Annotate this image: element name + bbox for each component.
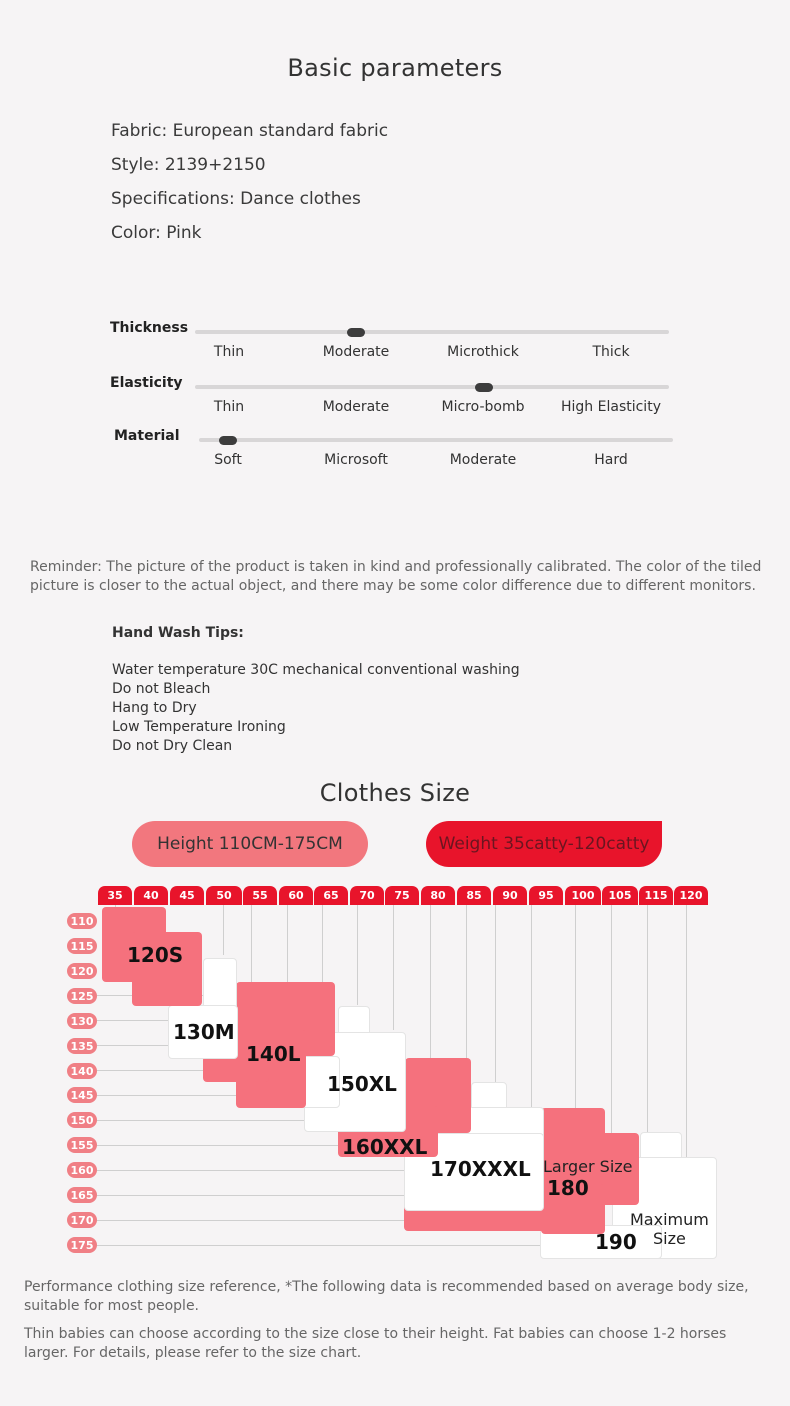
scale-option: Microsoft [324, 452, 388, 468]
weight-tag: 90 [493, 886, 527, 905]
grid-line [430, 905, 431, 1058]
scale-track [195, 385, 669, 389]
grid-line [322, 905, 323, 983]
grid-line [531, 905, 532, 1108]
basic-title: Basic parameters [287, 54, 503, 82]
weight-tag: 105 [602, 886, 638, 905]
weight-tag: 70 [350, 886, 384, 905]
grid-line [575, 905, 576, 1108]
weight-tag: 60 [279, 886, 313, 905]
weight-tag: 100 [565, 886, 601, 905]
size-title: Clothes Size [319, 779, 471, 807]
scale-option: Soft [214, 452, 242, 468]
wash-item: Water temperature 30C mechanical conventional washing [112, 662, 520, 678]
grid-line [97, 1120, 307, 1121]
scale-option: Microthick [447, 344, 519, 360]
grid-line [97, 1020, 169, 1021]
wash-item: Hang to Dry [112, 700, 197, 716]
height-tag: 170 [67, 1212, 97, 1228]
size-label-130m: 130M [173, 1020, 235, 1044]
grid-line [97, 1195, 407, 1196]
height-tag: 140 [67, 1063, 97, 1079]
height-tag: 125 [67, 988, 97, 1004]
grid-line [287, 905, 288, 983]
height-tag: 150 [67, 1112, 97, 1128]
scale-label: Thickness [110, 320, 189, 336]
height-pill: Height 110CM-175CM [132, 821, 368, 867]
grid-line [97, 1145, 339, 1146]
weight-tag: 55 [243, 886, 277, 905]
scale-option: High Elasticity [561, 399, 661, 415]
grid-line [97, 1220, 407, 1221]
scale-option: Thick [592, 344, 630, 360]
size-label-150xl: 150XL [327, 1072, 397, 1096]
grid-line [611, 905, 612, 1133]
grid-line [97, 1045, 169, 1046]
scale-knob[interactable] [347, 328, 365, 337]
wash-item: Do not Dry Clean [112, 738, 233, 754]
scale-option: Micro-bomb [441, 399, 525, 415]
weight-tag: 45 [170, 886, 204, 905]
size-label-120s: 120S [127, 943, 184, 967]
size-label-larger: Larger Size [543, 1157, 633, 1176]
scale-track [199, 438, 673, 442]
size-label-190: 190 [595, 1230, 637, 1254]
grid-line [97, 1070, 203, 1071]
grid-line [647, 905, 648, 1133]
height-tag: 130 [67, 1013, 97, 1029]
reminder-text: Reminder: The picture of the product is taken in kind and professionally calibrated. The color of the tiled picture is closer to the actual object, and there may be some color difference due to different monitors. [30, 559, 762, 594]
scale-option: Thin [213, 344, 245, 360]
fabric-text: Fabric: European standard fabric [111, 121, 389, 141]
grid-line [97, 1170, 407, 1171]
size-label-maximum: Maximum [630, 1210, 709, 1229]
size-label-160xxl: 160XXL [342, 1135, 428, 1159]
footer-note-1: Performance clothing size reference, *The following data is recommended based on average body size, suitable for most people. [24, 1279, 749, 1314]
grid-line [466, 905, 467, 1058]
grid-line [357, 905, 358, 1005]
size-label-140l: 140L [246, 1042, 301, 1066]
weight-tag: 115 [639, 886, 673, 905]
weight-tag: 85 [457, 886, 491, 905]
scale-knob[interactable] [219, 436, 237, 445]
wash-item: Do not Bleach [112, 681, 211, 697]
weight-tag: 35 [98, 886, 132, 905]
weight-tag: 95 [529, 886, 563, 905]
height-tag: 135 [67, 1038, 97, 1054]
grid-line [393, 905, 394, 1030]
scale-option: Moderate [322, 399, 390, 415]
weight-tag: 40 [134, 886, 168, 905]
style-text: Style: 2139+2150 [111, 155, 266, 175]
grid-line [223, 905, 224, 955]
grid-line [251, 905, 252, 983]
size-label-size: Size [653, 1229, 686, 1248]
weight-tag: 80 [421, 886, 455, 905]
height-tag: 175 [67, 1237, 97, 1253]
grid-line [97, 1095, 237, 1096]
scale-option: Moderate [449, 452, 517, 468]
height-tag: 165 [67, 1187, 97, 1203]
weight-pill: Weight 35catty-120catty [426, 821, 662, 867]
wash-item: Low Temperature Ironing [112, 719, 286, 735]
wash-title: Hand Wash Tips: [112, 625, 244, 641]
height-tag: 155 [67, 1137, 97, 1153]
scale-knob[interactable] [475, 383, 493, 392]
footer-note-2: Thin babies can choose according to the size close to their height. Fat babies can choose 1-2 horses larger. For details, please refer to the size chart. [24, 1326, 727, 1361]
weight-tag: 50 [206, 886, 242, 905]
scale-option: Moderate [322, 344, 390, 360]
scale-label: Elasticity [110, 375, 183, 391]
weight-tag: 120 [674, 886, 708, 905]
scale-option: Thin [213, 399, 245, 415]
weight-tag: 65 [314, 886, 348, 905]
grid-line [495, 905, 496, 1083]
size-label-180: 180 [547, 1176, 589, 1200]
weight-tag: 75 [385, 886, 419, 905]
height-tag: 145 [67, 1087, 97, 1103]
scale-track [195, 330, 669, 334]
height-tag: 120 [67, 963, 97, 979]
color-text: Color: Pink [111, 223, 202, 243]
spec-text: Specifications: Dance clothes [111, 189, 361, 209]
height-tag: 115 [67, 938, 97, 954]
grid-line [97, 1245, 541, 1246]
size-label-170xxxl: 170XXXL [430, 1157, 531, 1181]
scale-option: Hard [594, 452, 628, 468]
scale-label: Material [114, 428, 180, 444]
grid-line [686, 905, 687, 1158]
height-tag: 110 [67, 913, 97, 929]
height-tag: 160 [67, 1162, 97, 1178]
